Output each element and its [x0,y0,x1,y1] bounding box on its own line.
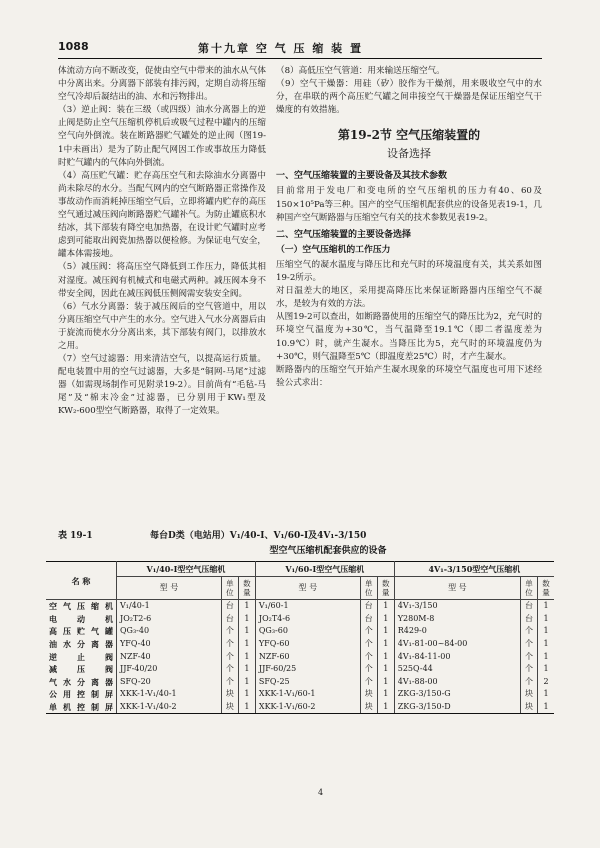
qty-cell: 1 [538,701,555,714]
unit-cell: 个 [221,638,238,651]
section-subtitle: 设备选择 [387,147,431,161]
table-title-line2: 型空气压缩机配套供应的设备 [269,546,387,556]
paragraph: （6）气水分离器：装于减压阀后的空气管道中，用以分离压缩空气中产生的水分。空气进入气水分离器后由于旋流而使水分分离出来，其下部装有阀门，以排放水之用。 [58,301,266,351]
unit-cell: 个 [521,676,538,689]
unit-cell: 块 [221,701,238,714]
equipment-table [46,561,554,714]
unit-cell: 台 [360,613,377,626]
qty-cell: 1 [377,613,394,626]
paragraph: （3）逆止阀：装在三级（或四级）油水分离器上的逆止阀是防止空气压缩机停机后或吸气过程中罐内的压缩空气向外倒流。装在断路器贮气罐处的逆止阀（图19-1中未画出）是为了防止配气网因工作或事故压力降低时贮气罐内的气体向外倒流。 [58,105,266,168]
table-row [46,650,554,663]
page-header [58,40,542,58]
model-cell: QG₃-60 [255,625,360,638]
section-title: 第19-2节 空气压缩装置的 [337,128,481,143]
paragraph: 压缩空气的凝水温度与降压比和充气时的环境温度有关，其关系如图19-2所示。 [276,259,542,284]
qty-cell: 1 [238,676,255,689]
model-cell: JO₂T2-6 [117,613,222,626]
qty-cell: 1 [238,701,255,714]
column-header-model: 型 号 [255,577,360,600]
model-cell: JJF-40/20 [117,663,222,676]
qty-cell: 1 [377,600,394,613]
row-name-cell: 单机控制屏 [46,701,117,714]
row-name-cell: 减压阀 [46,663,117,676]
model-cell: SFQ-25 [255,676,360,689]
paragraph: 对日温差大的地区，采用提高降压比来保证断路器内压缩空气不凝水，是较为有效的方法。 [276,286,542,310]
qty-cell: 1 [377,676,394,689]
paragraph: （5）减压阀：将高压空气降低到工作压力，降低其相对湿度。减压阀有机械式和电磁式两种。减压阀本身不带安全阀，因此在减压阀低压侧阀需安装安全阀。 [58,262,266,299]
model-cell: 4V₁-3/150 [394,600,520,613]
model-cell: ZKG-3/150-G [394,688,520,701]
right-column [276,65,542,390]
model-cell: YFQ-40 [117,638,222,651]
unit-cell: 个 [521,650,538,663]
qty-cell: 1 [543,689,549,699]
qty-cell: 1 [543,664,549,674]
unit-cell: 个 [360,663,377,676]
unit-cell: 块 [360,688,377,701]
qty-cell: 1 [377,638,394,651]
page-number: 1088 [58,40,89,53]
group-header: V₁/40-Ⅰ型空气压缩机 [117,562,256,577]
model-cell: 4V₁-88-00 [394,676,520,689]
model-cell: YFQ-60 [255,638,360,651]
model-cell: 4V₁-84-11-00 [394,650,520,663]
column-header-qty: 数量 [538,577,555,600]
header-rule [58,58,542,59]
row-name-cell: 气水分离器 [46,676,117,689]
paragraph: 从图19-2可以查出，如断路器使用的压缩空气的降压比为2，充气时的环境空气温度为+30℃，当气温降至19.1℃（即二者温度差为10.9℃）时，就产生凝水。当降压比为5，充气时的环境温度仍为+30℃，则气温降至5℃（即温度差25℃）时，才产生凝水。 [276,312,542,362]
unit-cell: 块 [521,688,538,701]
unit-cell: 个 [360,650,377,663]
unit-cell: 块 [360,701,377,714]
model-cell: XKK-1-V₁/60-2 [255,701,360,714]
unit-cell: 台 [221,600,238,613]
qty-cell: 2 [543,676,549,686]
column-header-qty: 数量 [377,577,394,600]
qty-cell: 1 [543,626,549,636]
unit-cell: 个 [521,638,538,651]
qty-cell: 1 [238,638,255,651]
model-cell: NZF-40 [117,650,222,663]
qty-cell: 1 [238,663,255,676]
unit-cell: 台 [521,600,538,613]
qty-cell: 1 [238,650,255,663]
table-row [46,638,554,651]
paragraph: 体流动方向不断改变，促使由空气中带来的油水从气体中分离出来。分离器下部装有排污阀，定期自动将压缩空气冷却后凝结出的油、水和污物排出。 [58,66,266,103]
unit-cell: 台 [521,613,538,626]
subsection-heading: 二、空气压缩装置的主要设备选择 [276,229,412,240]
unit-cell: 个 [221,625,238,638]
paragraph: 断路器内的压缩空气开始产生凝水现象的环境空气温度也可用下述经验公式求出： [276,364,542,388]
sub-subsection-heading: （一）空气压缩机的工作压力 [276,244,391,255]
row-name-cell: 公用控制屏 [46,688,117,701]
left-column [58,65,266,419]
column-header-name: 名 称 [46,562,117,600]
table-row [46,676,554,689]
unit-cell: 个 [221,676,238,689]
unit-cell: 台 [360,600,377,613]
paragraph: （7）空气过滤器：用来清洁空气，以提高运行质量。配电装置中用的空气过滤器，大多是“铜网-马尾”过滤器（如需现场制作可见附录19-2）。目前尚有“毛毡-马尾”及“棉末冷金”过滤器，已分别用于KW₁型及KW₂-600型空气断路器，取得了一定效果。 [58,354,266,417]
table-body [46,600,554,714]
model-cell: V₁/60-1 [255,600,360,613]
model-cell: V₁/40-1 [117,600,222,613]
footnote-mark: 4 [318,788,324,797]
qty-cell: 1 [543,613,549,623]
model-cell: 525Q-44 [394,663,520,676]
qty-cell: 1 [238,613,255,626]
table-row [46,600,554,613]
row-name-cell: 逆止阀 [46,650,117,663]
unit-cell: 块 [221,688,238,701]
row-name-cell: 空气压缩机 [46,600,117,613]
column-header-unit: 单位 [221,577,238,600]
model-cell: QG₃-40 [117,625,222,638]
paragraph: （9）空气干燥器：用硅（矽）胶作为干燥剂，用来吸收空气中的水分，在串联的两个高压贮气罐之间串接空气干燥器是保证压缩空气干燥度的有效措施。 [276,79,542,116]
table-row [46,701,554,714]
paragraph: （8）高低压空气管道：用来输送压缩空气。 [276,66,445,76]
model-cell: XKK-1-V₁/40-2 [117,701,222,714]
row-name-cell: 高压贮气罐 [46,625,117,638]
model-cell: XKK-1-V₁/40-1 [117,688,222,701]
unit-cell: 个 [360,638,377,651]
paragraph: （4）高压贮气罐：贮存高压空气和去除油水分离器中尚未除尽的水分。当配气网内的空气断路器正常操作及事故动作而消耗掉压缩空气后，立即将罐内贮存的高压空气通过减压阀向断路器贮气罐补气。为防止罐底积水结冰，其下部装有降空电加热器，在设计贮气罐时应考虑到可能取出阀瓷加热器以便检修。为保证电气安全，罐本体需接地。 [58,170,266,260]
table-row [46,613,554,626]
qty-cell: 1 [377,625,394,638]
subsection-heading: 一、空气压缩装置的主要设备及其技术参数 [276,171,448,182]
unit-cell: 个 [521,663,538,676]
table-row [46,625,554,638]
model-cell: Y280M-8 [394,613,520,626]
qty-cell: 1 [238,688,255,701]
row-name-cell: 油水分离器 [46,638,117,651]
column-header-model: 型 号 [394,577,520,600]
column-header-model: 型 号 [117,577,222,600]
qty-cell: 1 [377,663,394,676]
unit-cell: 个 [360,676,377,689]
qty-cell: 1 [238,600,255,613]
unit-cell: 台 [221,613,238,626]
paragraph: 目前常用于发电厂和变电所的空气压缩机的压力有40、60及150×10⁵Pa等三种。国产的空气压缩机配套供应的设备见表19-1，几种国产空气断路器与压缩空气有关的技术参数见表19-2。 [276,186,542,223]
table-number: 表 19-1 [58,531,93,541]
table-title-line1: 每台D类（电站用）V₁/40-Ⅰ、V₁/60-Ⅰ及4V₁-3/150 [150,531,367,541]
model-cell: SFQ-20 [117,676,222,689]
model-cell: R429-0 [394,625,520,638]
qty-cell: 1 [238,625,255,638]
model-cell: NZF-60 [255,650,360,663]
model-cell: XKK-1-V₁/60-1 [255,688,360,701]
qty-cell: 1 [377,650,394,663]
table-row [46,688,554,701]
model-cell: ZKG-3/150-D [394,701,520,714]
unit-cell: 个 [221,663,238,676]
qty-cell: 1 [377,701,394,714]
qty-cell: 1 [377,688,394,701]
group-header: V₁/60-Ⅰ型空气压缩机 [255,562,394,577]
row-name-cell: 电动机 [46,613,117,626]
model-cell: JO₂T4-6 [255,613,360,626]
column-header-qty: 数量 [238,577,255,600]
unit-cell: 个 [521,625,538,638]
group-header: 4V₁-3/150型空气压缩机 [394,562,554,577]
qty-cell: 1 [543,639,549,649]
model-cell: 4V₁-81-00~84-00 [394,638,520,651]
model-cell: JJF-60/25 [255,663,360,676]
qty-cell: 1 [543,601,549,611]
column-header-unit: 单位 [521,577,538,600]
unit-cell: 个 [360,625,377,638]
unit-cell: 个 [221,650,238,663]
column-header-unit: 单位 [360,577,377,600]
unit-cell: 块 [521,701,538,714]
chapter-title: 第十九章 空 气 压 缩 装 置 [198,42,363,55]
qty-cell: 1 [543,651,549,661]
table-row [46,663,554,676]
